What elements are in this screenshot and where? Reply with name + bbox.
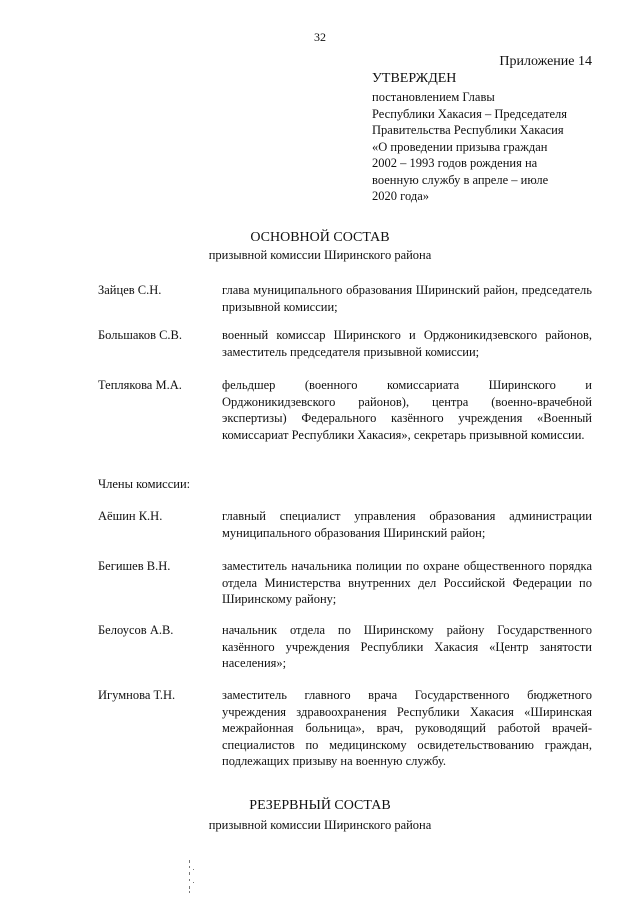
- member-name: Большаков С.В.: [98, 328, 183, 342]
- member-role: глава муниципального образования Ширинский район, председатель призывной комиссии;: [222, 283, 592, 314]
- approval-line: «О проведении призыва граждан: [372, 139, 548, 154]
- member-name: Аёшин К.Н.: [98, 509, 163, 523]
- member-role: военный комиссар Ширинского и Орджоникидзевского районов, заместитель председателя призывной комиссии;: [222, 328, 592, 359]
- approval-line: Республики Хакасия – Председателя: [372, 106, 568, 121]
- main-section-subtitle: призывной комиссии Ширинского района: [208, 248, 432, 262]
- reserve-section-title: РЕЗЕРВНЫЙ СОСТАВ: [249, 798, 391, 813]
- member-name: Белоусов А.В.: [98, 623, 174, 637]
- member-name: Зайцев С.Н.: [98, 283, 162, 297]
- member-name: Бегишев В.Н.: [98, 559, 171, 573]
- approval-block: [372, 70, 602, 205]
- member-name: Игумнова Т.Н.: [98, 688, 176, 702]
- member-role: главный специалист управления образования администрации муниципального образования Ширинский район;: [222, 509, 592, 540]
- scan-artifact-icon: [188, 860, 196, 894]
- appendix-label: Приложение 14: [499, 54, 592, 69]
- reserve-section-subtitle: призывной комиссии Ширинского района: [208, 818, 432, 832]
- approval-line: Правительства Республики Хакасия: [372, 123, 564, 137]
- member-name: Теплякова М.А.: [98, 378, 182, 392]
- member-role: фельдшер (военного комиссариата Ширинского и Орджоникидзевского районов), центра (военно-врачебной экспертизы) Федерального казённого учреждения «Военный комиссариат Республики Хакасия», секретарь призывной комиссии.: [222, 378, 592, 442]
- member-role: заместитель начальника полиции по охране общественного порядка отдела Министерства внутренних дел Российской Федерации по Ширинскому району;: [222, 559, 592, 606]
- main-section-title: ОСНОВНОЙ СОСТАВ: [250, 230, 390, 245]
- approval-line: военную службу в апреле – июле: [372, 172, 549, 187]
- approval-line: постановлением Главы: [372, 90, 495, 104]
- approval-title: УТВЕРЖДЕН: [372, 71, 457, 86]
- member-role: заместитель главного врача Государственного бюджетного учреждения здравоохранения Республики Хакасия «Ширинская межрайонная больница», врач, руководящий работой врачей-специалистов по медицинскому освидетельствованию граждан, подлежащих призыву на военную службу.: [222, 688, 592, 768]
- approval-line: 2020 года»: [372, 189, 429, 203]
- approval-line: 2002 – 1993 годов рождения на: [372, 156, 538, 170]
- member-role: начальник отдела по Ширинскому району Государственного казённого учреждения Республики Хакасия «Центр занятости населения»;: [222, 623, 592, 670]
- members-label: Члены комиссии:: [98, 477, 191, 491]
- page-number: 32: [314, 30, 326, 44]
